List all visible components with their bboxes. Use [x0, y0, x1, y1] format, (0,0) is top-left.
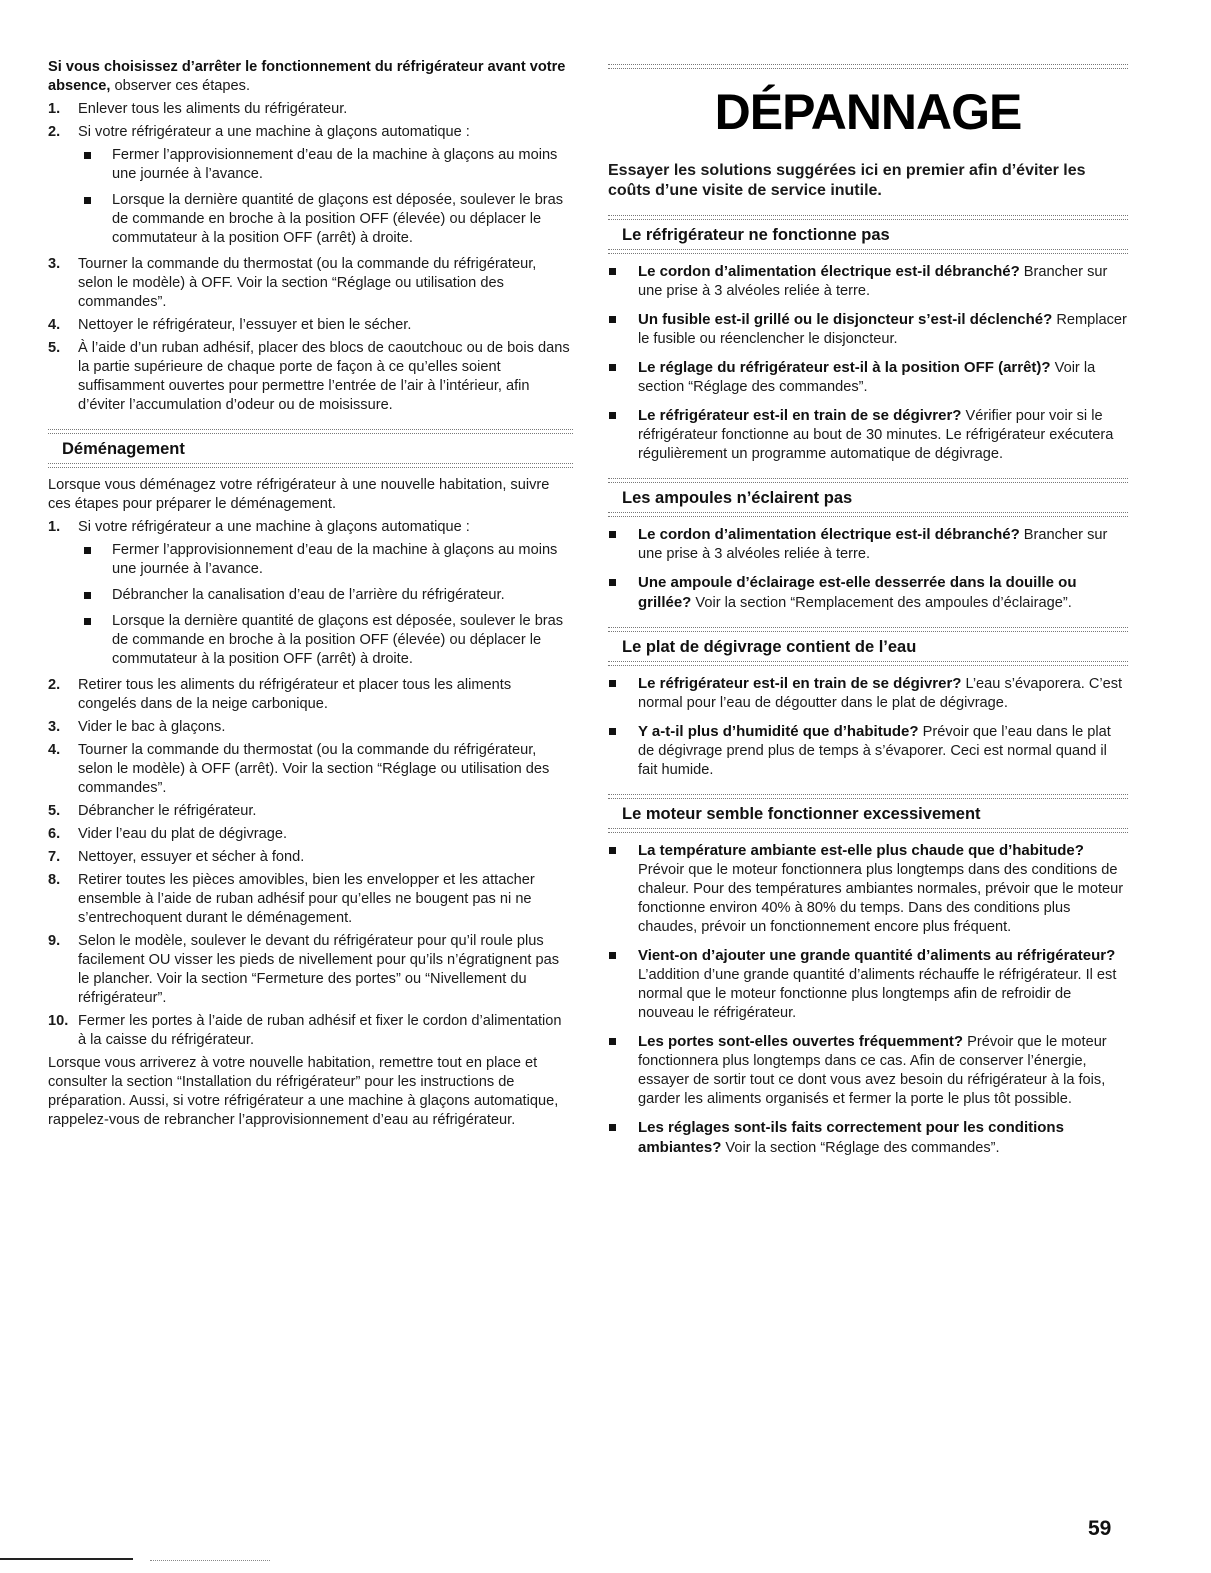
step-number: 4.	[48, 742, 61, 758]
qa-list	[608, 674, 1128, 780]
step-number: 6.	[48, 826, 61, 842]
absence-intro-rest: observer ces étapes.	[110, 78, 250, 94]
absence-intro-bold: Si vous choisissez d’arrêter le fonctionnement du réfrigérateur avant votre absence,	[48, 59, 566, 94]
answer: Prévoir que le moteur fonctionnera plus longtemps dans des conditions de chaleur. Pour des températures ambiantes normales, prévoir que le moteur fonctionne environ 40% à 80% du temps. Dans des conditions plus chaudes, prévoir un fonctionnement encore plus fréquent.	[638, 862, 1124, 935]
moving-steps	[48, 518, 573, 1050]
heading-rule-bottom	[608, 249, 1128, 254]
list-item	[48, 848, 573, 867]
step-number: 2.	[48, 677, 61, 693]
step-number: 3.	[48, 719, 61, 735]
heading-rule-bottom	[608, 828, 1128, 833]
page-title: DÉPANNAGE	[714, 84, 1022, 140]
question: La température ambiante est-elle plus chaude que d’habitude?	[638, 842, 1084, 859]
question: Les portes sont-elles ouvertes fréquemment?	[638, 1033, 964, 1050]
list-item	[608, 1032, 1128, 1109]
list-item	[48, 825, 573, 844]
list-item	[48, 255, 573, 312]
answer: Brancher sur une prise à 3 alvéoles reliée à terre.	[638, 264, 1108, 299]
list-item	[608, 841, 1128, 937]
troubleshooting-intro: Essayer les solutions suggérées ici en premier afin d’éviter les coûts d’une visite de service inutile.	[608, 162, 1086, 199]
step-number: 7.	[48, 849, 61, 865]
sub-item: Débrancher la canalisation d’eau de l’arrière du réfrigérateur.	[78, 586, 573, 605]
step-number: 8.	[48, 872, 61, 888]
list-item	[608, 722, 1128, 780]
list-item	[48, 718, 573, 737]
step-text: Si votre réfrigérateur a une machine à glaçons automatique :	[78, 124, 470, 140]
question: Le cordon d’alimentation électrique est-il débranché?	[638, 263, 1020, 280]
question: Une ampoule d’éclairage est-elle desserrée dans la douille ou grillée?	[638, 574, 1077, 611]
section-heading-lights	[608, 478, 1128, 517]
answer: Voir la section “Remplacement des ampoules d’éclairage”.	[691, 595, 1072, 611]
moving-outro: Lorsque vous arriverez à votre nouvelle habitation, remettre tout en place et consulter la section “Installation du réfrigérateur” pour les instructions de préparation. Aussi, si votre réfrigérateur a une machine à glaçons automatique, rappelez-vous de rebrancher l’approvisionnement d’eau au réfrigérateur.	[48, 1055, 559, 1128]
qa-list	[608, 262, 1128, 464]
qa-list	[608, 841, 1128, 1158]
heading-rule-bottom	[608, 512, 1128, 517]
step-number: 9.	[48, 933, 61, 949]
step-text: Vider le bac à glaçons.	[78, 719, 226, 735]
qa-list	[608, 525, 1128, 613]
step-text: Tourner la commande du thermostat (ou la commande du réfrigérateur, selon le modèle) à OFF (arrêt). Voir la section “Réglage ou utilisation des commandes”.	[78, 742, 550, 796]
step-text: Vider l’eau du plat de dégivrage.	[78, 826, 288, 842]
step-text: Retirer toutes les pièces amovibles, bien les envelopper et les attacher ensemble à l’aide de ruban adhésif pour qu’elles ne bougent pas ni ne s’entrechoquent durant le déménagement.	[78, 872, 535, 926]
question: Vient-on d’ajouter une grande quantité d’aliments au réfrigérateur?	[638, 947, 1116, 964]
answer: Remplacer le fusible ou réenclencher le disjoncteur.	[638, 312, 1127, 347]
heading-rule-bottom	[608, 661, 1128, 666]
section-title: Le réfrigérateur ne fonctionne pas	[622, 226, 890, 244]
question: Le réglage du réfrigérateur est-il à la position OFF (arrêt)?	[638, 359, 1051, 376]
answer: L’addition d’une grande quantité d’aliments réchauffe le réfrigérateur. Il est normal que le moteur fonctionne plus longtemps afin de refroidir de nouveau le réfrigérateur.	[638, 967, 1117, 1021]
step-text: Nettoyer, essuyer et sécher à fond.	[78, 849, 305, 865]
step-number: 4.	[48, 317, 61, 333]
sub-list	[78, 146, 573, 248]
answer: Vérifier pour voir si le réfrigérateur fonctionne au bout de 30 minutes. Le réfrigérateur exécutera régulièrement un programme automatique de dégivrage.	[638, 408, 1114, 462]
question: Le réfrigérateur est-il en train de se dégivrer?	[638, 675, 962, 692]
section-heading-motor	[608, 794, 1128, 833]
list-item	[608, 1118, 1128, 1158]
sub-list	[78, 541, 573, 669]
answer: Prévoir que le moteur fonctionnera plus longtemps dans ce cas. Afin de conserver l’énergie, essayer de sortir tout ce dont vous avez besoin du réfrigérateur à la fois, garder les aliments organisés et fermer la porte le plus tôt possible.	[638, 1034, 1107, 1107]
section-title: Les ampoules n’éclairent pas	[622, 489, 853, 507]
list-item	[608, 406, 1128, 464]
title-rule	[608, 64, 1128, 69]
question: Le cordon d’alimentation électrique est-il débranché?	[638, 526, 1020, 543]
sub-item: Lorsque la dernière quantité de glaçons est déposée, soulever le bras de commande en broche à la position OFF (élevée) ou déplacer le commutateur à la position OFF (arrêt) à droite.	[78, 612, 573, 669]
sub-item: Fermer l’approvisionnement d’eau de la machine à glaçons au moins une journée à l’avance.	[78, 146, 573, 184]
step-text: Selon le modèle, soulever le devant du réfrigérateur pour qu’il roule plus facilement OU visser les pieds de nivellement pour qu’ils n’égratignent pas le plancher. Voir la section “Fermeture des portes” ou “Nivellement du réfrigérateur”.	[78, 933, 560, 1006]
answer: Voir la section “Réglage des commandes”.	[721, 1140, 1000, 1156]
step-number: 1.	[48, 519, 61, 535]
step-text: Fermer les portes à l’aide de ruban adhésif et fixer le cordon d’alimentation à la caisse du réfrigérateur.	[78, 1013, 562, 1048]
list-item	[48, 1012, 573, 1050]
list-item	[48, 741, 573, 798]
section-title: Le moteur semble fonctionner excessivement	[622, 805, 981, 823]
step-number: 10.	[48, 1013, 69, 1029]
absence-intro	[48, 58, 573, 96]
right-column	[608, 58, 1128, 1167]
list-item	[48, 676, 573, 714]
list-item	[48, 316, 573, 335]
list-item	[48, 123, 573, 248]
step-number: 2.	[48, 124, 61, 140]
page-number: 59	[1088, 1517, 1112, 1540]
section-title: Déménagement	[62, 440, 185, 458]
question: Les réglages sont-ils faits correctement pour les conditions ambiantes?	[638, 1119, 1064, 1156]
bottom-ticks	[150, 1560, 270, 1563]
absence-steps	[48, 100, 573, 415]
step-text: À l’aide d’un ruban adhésif, placer des blocs de caoutchouc ou de bois dans la partie supérieure de chaque porte de façon à ce qu’elles soient suffisamment ouvertes pour permettre l’entrée de l’air à l’intérieur, afin d’éviter l’accumulation d’odeur ou de moisissure.	[78, 340, 570, 413]
answer: Brancher sur une prise à 3 alvéoles reliée à terre.	[638, 527, 1108, 562]
question: Le réfrigérateur est-il en train de se dégivrer?	[638, 407, 962, 424]
bottom-rule	[0, 1558, 133, 1560]
step-number: 1.	[48, 101, 61, 117]
sub-item: Fermer l’approvisionnement d’eau de la machine à glaçons au moins une journée à l’avance.	[78, 541, 573, 579]
sub-item: Lorsque la dernière quantité de glaçons est déposée, soulever le bras de commande en broche à la position OFF (élevée) ou déplacer le commutateur à la position OFF (arrêt) à droite.	[78, 191, 573, 248]
list-item	[48, 871, 573, 928]
step-text: Débrancher le réfrigérateur.	[78, 803, 257, 819]
list-item	[48, 802, 573, 821]
step-text: Retirer tous les aliments du réfrigérateur et placer tous les aliments congelés dans de la neige carbonique.	[78, 677, 512, 712]
list-item	[608, 310, 1128, 349]
section-heading-drain-pan	[608, 627, 1128, 666]
moving-intro: Lorsque vous déménagez votre réfrigérateur à une nouvelle habitation, suivre ces étapes pour préparer le déménagement.	[48, 477, 550, 512]
step-text: Tourner la commande du thermostat (ou la commande du réfrigérateur, selon le modèle) à OFF. Voir la section “Réglage ou utilisation des commandes”.	[78, 256, 537, 310]
section-heading-moving	[48, 429, 573, 468]
answer: Voir la section “Réglage des commandes”.	[638, 360, 1096, 395]
list-item	[608, 573, 1128, 613]
heading-rule-bottom	[48, 463, 573, 468]
answer: L’eau s’évaporera. C’est normal pour l’eau de dégoutter dans le plat de dégivrage.	[638, 676, 1123, 711]
list-item	[48, 932, 573, 1008]
answer: Prévoir que l’eau dans le plat de dégivrage prend plus de temps à s’évaporer. Ceci est normal quand il fait humide.	[638, 724, 1111, 778]
list-item	[48, 339, 573, 415]
list-item	[48, 100, 573, 119]
question: Y a-t-il plus d’humidité que d’habitude?	[638, 723, 919, 740]
step-text: Enlever tous les aliments du réfrigérateur.	[78, 101, 348, 117]
list-item	[608, 525, 1128, 564]
step-number: 5.	[48, 340, 61, 356]
step-text: Si votre réfrigérateur a une machine à glaçons automatique :	[78, 519, 470, 535]
step-text: Nettoyer le réfrigérateur, l’essuyer et bien le sécher.	[78, 317, 412, 333]
list-item	[608, 262, 1128, 301]
list-item	[608, 358, 1128, 397]
left-column	[48, 58, 573, 1130]
list-item	[48, 518, 573, 669]
section-title: Le plat de dégivrage contient de l’eau	[622, 638, 917, 656]
step-number: 5.	[48, 803, 61, 819]
list-item	[608, 674, 1128, 713]
section-heading-not-running	[608, 215, 1128, 254]
step-number: 3.	[48, 256, 61, 272]
question: Un fusible est-il grillé ou le disjoncteur s’est-il déclenché?	[638, 311, 1053, 328]
list-item	[608, 946, 1128, 1023]
